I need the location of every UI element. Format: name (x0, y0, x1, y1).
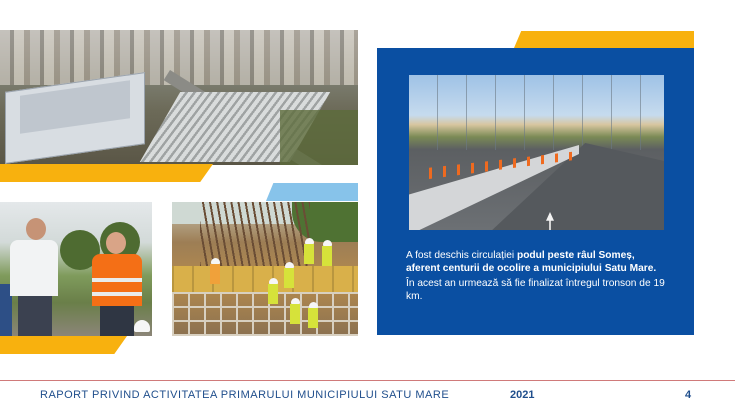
footer-divider (0, 380, 735, 381)
rebar-construction-photo (172, 202, 358, 336)
footer-year: 2021 (510, 389, 535, 401)
handshake-photo (0, 202, 152, 336)
caption-paragraph-1 (406, 250, 668, 275)
aerial-construction-photo (0, 30, 358, 165)
yellow-accent-stripe (514, 31, 694, 48)
caption-bold-text: podul peste râul Someș, aferent centurii de ocolire a municipiului Satu Mare. (406, 250, 657, 274)
yellow-accent-stripe (0, 164, 213, 182)
caption-text: A fost deschis circulației (406, 250, 517, 261)
lightblue-accent-stripe (266, 183, 358, 201)
caption-paragraph-2: În acest an urmează să fie finalizat întregul tronson de 19 km. (406, 278, 665, 302)
bridge-road-photo (409, 75, 664, 230)
panel-caption (406, 250, 668, 303)
yellow-accent-stripe (0, 336, 127, 354)
page-number: 4 (685, 389, 692, 401)
footer-title: RAPORT PRIVIND ACTIVITATEA PRIMARULUI MUNICIPIULUI SATU MARE (40, 389, 450, 401)
